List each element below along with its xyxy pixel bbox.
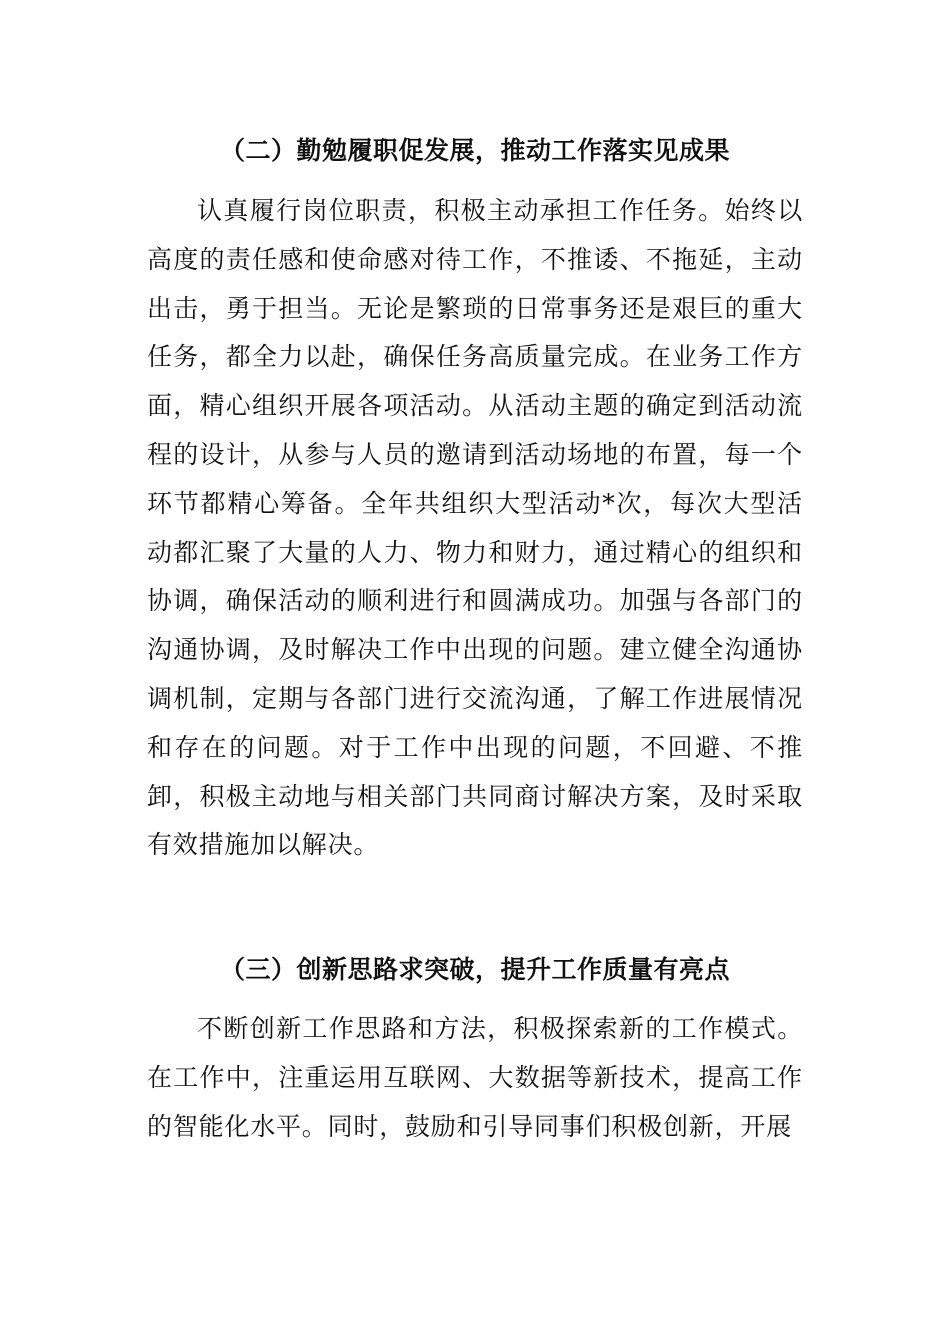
section-paragraph-2: 认真履行岗位职责，积极主动承担工作任务。始终以高度的责任感和使命感对待工作，不推诿、不拖延，主动出击，勇于担当。无论是繁琐的日常事务还是艰巨的重大任务，都全力以赴，确保任务高质量完成。在业务工作方面，精心组织开展各项活动。从活动主题的确定到活动流程的设计，从参与人员的邀请到活动场地的布置，每一个环节都精心筹备。全年共组织大型活动*次，每次大型活动都汇聚了大量的人力、物力和财力，通过精心的组织和协调，确保活动的顺利进行和圆满成功。加强与各部门的沟通协调，及时解决工作中出现的问题。建立健全沟通协调机制，定期与各部门进行交流沟通，了解工作进展情况和存在的问题。对于工作中出现的问题，不回避、不推卸，积极主动地与相关部门共同商讨解决方案，及时采取有效措施加以解决。 <box>147 196 803 860</box>
section-heading-3: （三）创新思路求突破，提升工作质量有亮点 <box>219 955 730 984</box>
section-heading-2: （二）勤勉履职促发展，推动工作落实见成果 <box>219 136 730 165</box>
section-paragraph-3: 不断创新工作思路和方法，积极探索新的工作模式。在工作中，注重运用互联网、大数据等新技术，提高工作的智能化水平。同时，鼓励和引导同事们积极创新，开展 <box>147 1014 803 1141</box>
